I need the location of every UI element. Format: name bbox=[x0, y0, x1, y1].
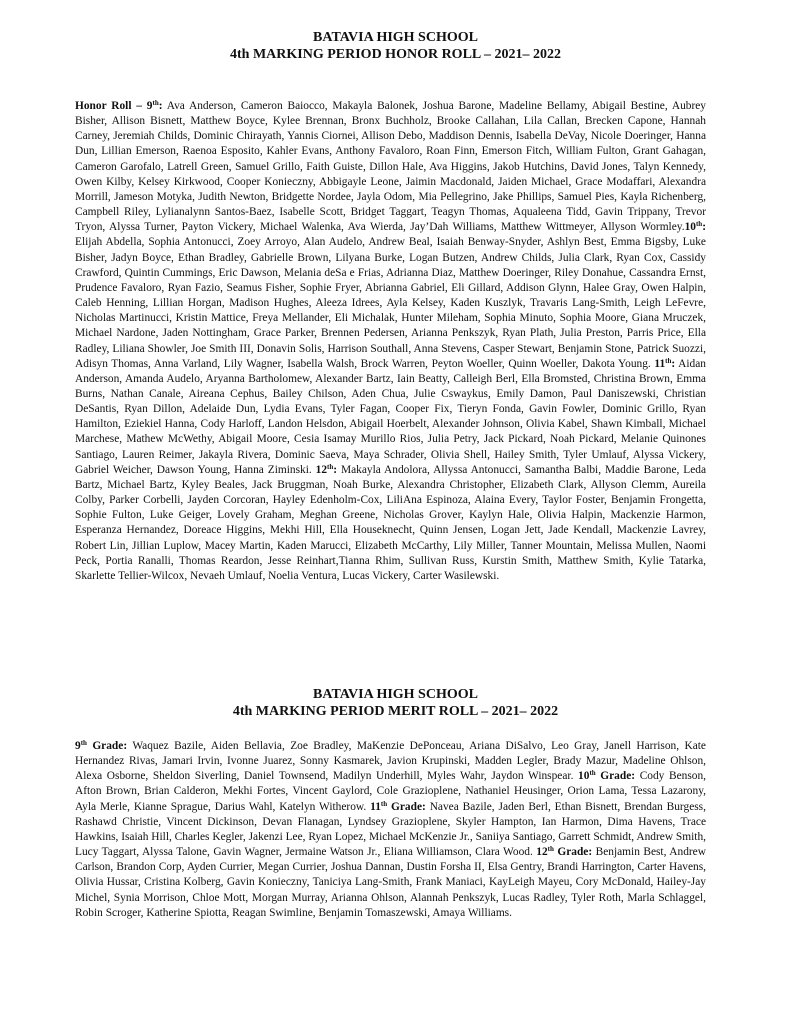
school-name: BATAVIA HIGH SCHOOL bbox=[313, 30, 478, 45]
merit-roll-paragraph bbox=[75, 739, 706, 921]
honor-roll-label: Honor Roll – bbox=[75, 100, 147, 112]
honor-roll-title-block bbox=[0, 29, 791, 63]
merit-roll-heading: 4th MARKING PERIOD MERIT ROLL – 2021– 2022 bbox=[232, 704, 559, 719]
grade-9-label: 9th: bbox=[146, 99, 163, 112]
merit-grade-10-names: Cody Benson, Afton Brown, Brian Calderon, Mekhi Fortes, Vincent Gaylord, Cole Grazioplene, Nathaniel Heusinger, Orion Lama, Tessa Lazarony, Ayla Merle, Kianne Sprague, Darius Wahl, Katelyn Witherow. bbox=[75, 770, 706, 813]
merit-grade-11-names: Navea Bazile, Jaden Berl, Ethan Bisnett, Brendan Burgess, Rashawd Christie, Vincent Dickinson, Devan Flanagan, Lyndsey Grazioplene, Skyler Hampton, Ian Harmon, Dima Havens, Trace Hawkins, Isaiah Hill, Charles Kegler, Jakenzi Lee, Ryan Lopez, Michael McKenzie Jr., Saniiya Santiago, Garrett Schmidt, Andrew Smith, Lucy Taggart, Alyssa Talone, Gavin Wagner, Jermaine Watson Jr., Eliana Williamson, Clara Wood. bbox=[75, 800, 706, 859]
grade-11-label: 11th: bbox=[654, 356, 676, 370]
merit-grade-11-label: 11th Grade: bbox=[370, 799, 426, 813]
merit-grade-12-names: Benjamin Best, Andrew Carlson, Brandon Corp, Ayden Currier, Megan Currier, Joshua Dannan, Dustin Forsha II, Elsa Gentry, Brandi Harrington, Carter Havens, Olivia Hussar, Cristina Kolberg, Gavin Konieczny, Taniciya Lang-Smith, Frank Maniaci, KayLeigh Mayeu, Cory McDonald, Hailey-Jay Michel, Synia Morrison, Chloe Mott, Morgan Murray, Arianna Ohlson, Alannah Penkszyk, Lucas Radley, Tyler Roth, Marla Schlaggel, Robin Scroger, Katherine Spiotta, Reagan Swimline, Benjamin Tomaszewski, Amaya Williams. bbox=[75, 846, 706, 919]
grade-10-label: 10th: bbox=[684, 220, 706, 234]
grade-12-names: Makayla Andolora, Allyssa Antonucci, Samantha Balbi, Maddie Barone, Leda Bartz, Michael Bartz, Kyley Beales, Jack Bruggman, Noah Burke, Alexandra Christopher, Elizabeth Clark, Allyson Clemm, Aureila Colby, Parker Corbelli, Jayden Corcoran, Hayley Edenholm-Cox, LiliAna Espinoza, Alaina Every, Taylor Foster, Benjamin Frongetta, Sophie Fulton, Luke Geiger, Lovely Graham, Meghan Greene, Nicholas Grover, Kaylyn Hale, Olivia Halpin, Mackenzie Harmon, Esperanza Hernandez, Doreace Higgins, Mekhi Hill, Ella Houseknecht, Quinn Jensen, Logan Jett, Jade Kendall, Mackenzie Lavrey, Robert Lin, Jillian Luplow, Macey Martin, Kaden Marucci, Elizabeth McCarthy, Lily Miller, Tanner Mountain, Melissa Mullen, Naomi Peck, Portia Ranalli, Thomas Reardon, Jesse Reinhart,Tianna Rhim, Sullivan Russ, Kurstin Smith, Matthew Smith, Kylie Tatarka, Skarlette Tellier-Wilcox, Nevaeh Umlauf, Noelia Ventura, Lucas Vickery, Carter Wasilewski. bbox=[75, 463, 707, 582]
merit-grade-9-label: 9th Grade: bbox=[75, 739, 128, 752]
school-name: BATAVIA HIGH SCHOOL bbox=[313, 687, 478, 702]
merit-grade-9-names: Waquez Bazile, Aiden Bellavia, Zoe Bradley, MaKenzie DePonceau, Ariana DiSalvo, Leo Gray, Janell Harrison, Kate Hernandez Rivas, Jamari Irvin, Ivonne Juarez, Sonny Kasmarek, Javion Krupinski, Madden Legler, Brady Mazur, Madeline Ohlson, Alexa Osborne, Sheldon Siverling, Daniel Townsend, Madilyn Underhill, Myles Wahr, Jaydon Winspear. bbox=[75, 740, 706, 783]
grade-11-names: Aidan Anderson, Amanda Audelo, Aryanna Bartholomew, Alexander Bartz, Iain Beatty, Calleigh Berl, Ella Bromsted, Christina Brown, Emma Burns, Nathan Canale, Aireana Cephus, Bailey Chilson, Aden Chua, Julie Cswaykus, Emily Damon, Paul Daniszewski, Christian DeSantis, Ryan Dillon, Adelaide Dun, Lydia Evans, Tyler Fagan, Cooper Fix, Tieryn Fonda, Gavin Fowler, Dominic Grillo, Ryan Hamilton, Eziekiel Hanna, Cody Harloff, Landon Helsdon, Abigail Hoerbelt, Alexander Johnson, Olivia Kabel, Shawn Kimball, Michael Marchese, Mathew McWethy, Abigail Moore, Cesia Isamay Murillo Rios, Julia Petry, Jack Pickard, Noah Pickard, Melanie Quinones Santiago, Lauren Reimer, Jakayla Rivera, Dominic Saeva, Maya Schrader, Olivia Shell, Hailey Smith, Tyler Umlauf, Alyssa Vickery, Gabriel Weicher, Dawson Young, Hanna Ziminski. bbox=[75, 357, 706, 476]
grade-9-names: Ava Anderson, Cameron Baiocco, Makayla Balonek, Joshua Barone, Madeline Bellamy, Abigail Bestine, Aubrey Bisher, Allison Bisnett, Matthew Boyce, Kylee Brennan, Bronx Buchholz, Brooke Callahan, Lila Callan, Brecken Capone, Hannah Carney, Jeremiah Childs, Dominic Chirayath, Yannis Ciornei, Allison Debo, Maddison Dennis, Isabella DeVay, Nicole Doeringer, Hanna Dun, Lillian Emerson, Raenoa Esposito, Kahler Evans, Anthony Favaloro, Roan Finn, Emerson Fitch, William Fulton, Grant Gahagan, Cameron Garofalo, Latrell Green, Samuel Grillo, Faith Guiste, Dillon Hale, Ava Higgins, Jakob Hutchins, David Jones, Talyn Kennedy, Owen Kilby, Kelsey Kirkwood, Cooper Konieczny, Abbigayle Leone, Jaimin Macdonald, Jaiden Michael, Grace Modaffari, Alexandra Morrill, Jameson Motyka, Judith Newton, Bridgette Nordee, Jayla Odom, Mia Pellegrino, Jake Phillips, Samuel Pies, Kayla Richenberg, Campbell Riley, Lylianalynn Santos-Baez, Isabelle Scott, Bridget Taggart, Teagyn Thomas, Aqualeena Tidd, Gavin Trippany, Trevor Tryon, Alyssa Turner, Payton Vickery, Michael Walenka, Ava Wierda, Jay’Dah Williams, Matthew Wittmeyer, Allyson Wormley. bbox=[75, 100, 707, 234]
merit-roll-title-block bbox=[0, 686, 791, 720]
grade-10-names: Elijah Abdella, Sophia Antonucci, Zoey Arroyo, Alan Audelo, Andrew Beal, Isaiah Benway-Snyder, Ashlyn Best, Emma Bigsby, Luke Bisher, Jadyn Boyce, Ethan Bradley, Gabrielle Brown, Lilyana Burke, Logan Butzen, Andrew Childs, Julia Clark, Ryan Cox, Cassidy Crawford, Quintin Cummings, Eric Dawson, Melania deSa e Frias, Adrianna Diaz, Matthew Doeringer, Riley Donahue, Cassandra Ernst, Prudence Favaloro, Ryan Fazio, Seamus Fisher, Sophie Fryer, Abrianna Gabriel, Eli Gillard, Addison Glynn, Halee Gray, Owen Halpin, Caleb Henning, Lillian Horgan, Madison Hughes, Aleeza Idrees, Ayla Kelsey, Kaden Kuszlyk, Travaris Lang-Smith, Leigh LeFevre, Nicholas Martinucci, Kristin Mattice, Freya Mellander, Eli Michalak, Hunter Mileham, Sophia Minuto, Sophia Moore, Giana Mruczek, Michael Nardone, Jaden Nottingham, Grace Parker, Brennen Pedersen, Arianna Penkszyk, Ryan Plath, Julia Preston, Parris Price, Ella Radley, Liliana Showler, Joe Smith III, Donavin Solis, Harrison Southall, Anna Stevens, Casper Stewart, Benjamin Stone, Patrick Suozzi, Adisyn Thomas, Anna Varland, Lily Wagner, Isabella Walsh, Brock Warren, Peyton Woeller, Quinn Woeller, Dakota Young. bbox=[75, 236, 706, 370]
grade-12-label: 12th: bbox=[315, 462, 338, 476]
honor-roll-paragraph bbox=[75, 99, 706, 584]
merit-grade-10-label: 10th Grade: bbox=[578, 769, 636, 783]
merit-grade-12-label: 12th Grade: bbox=[536, 845, 593, 859]
honor-roll-heading: 4th MARKING PERIOD HONOR ROLL – 2021– 2022 bbox=[230, 47, 561, 62]
